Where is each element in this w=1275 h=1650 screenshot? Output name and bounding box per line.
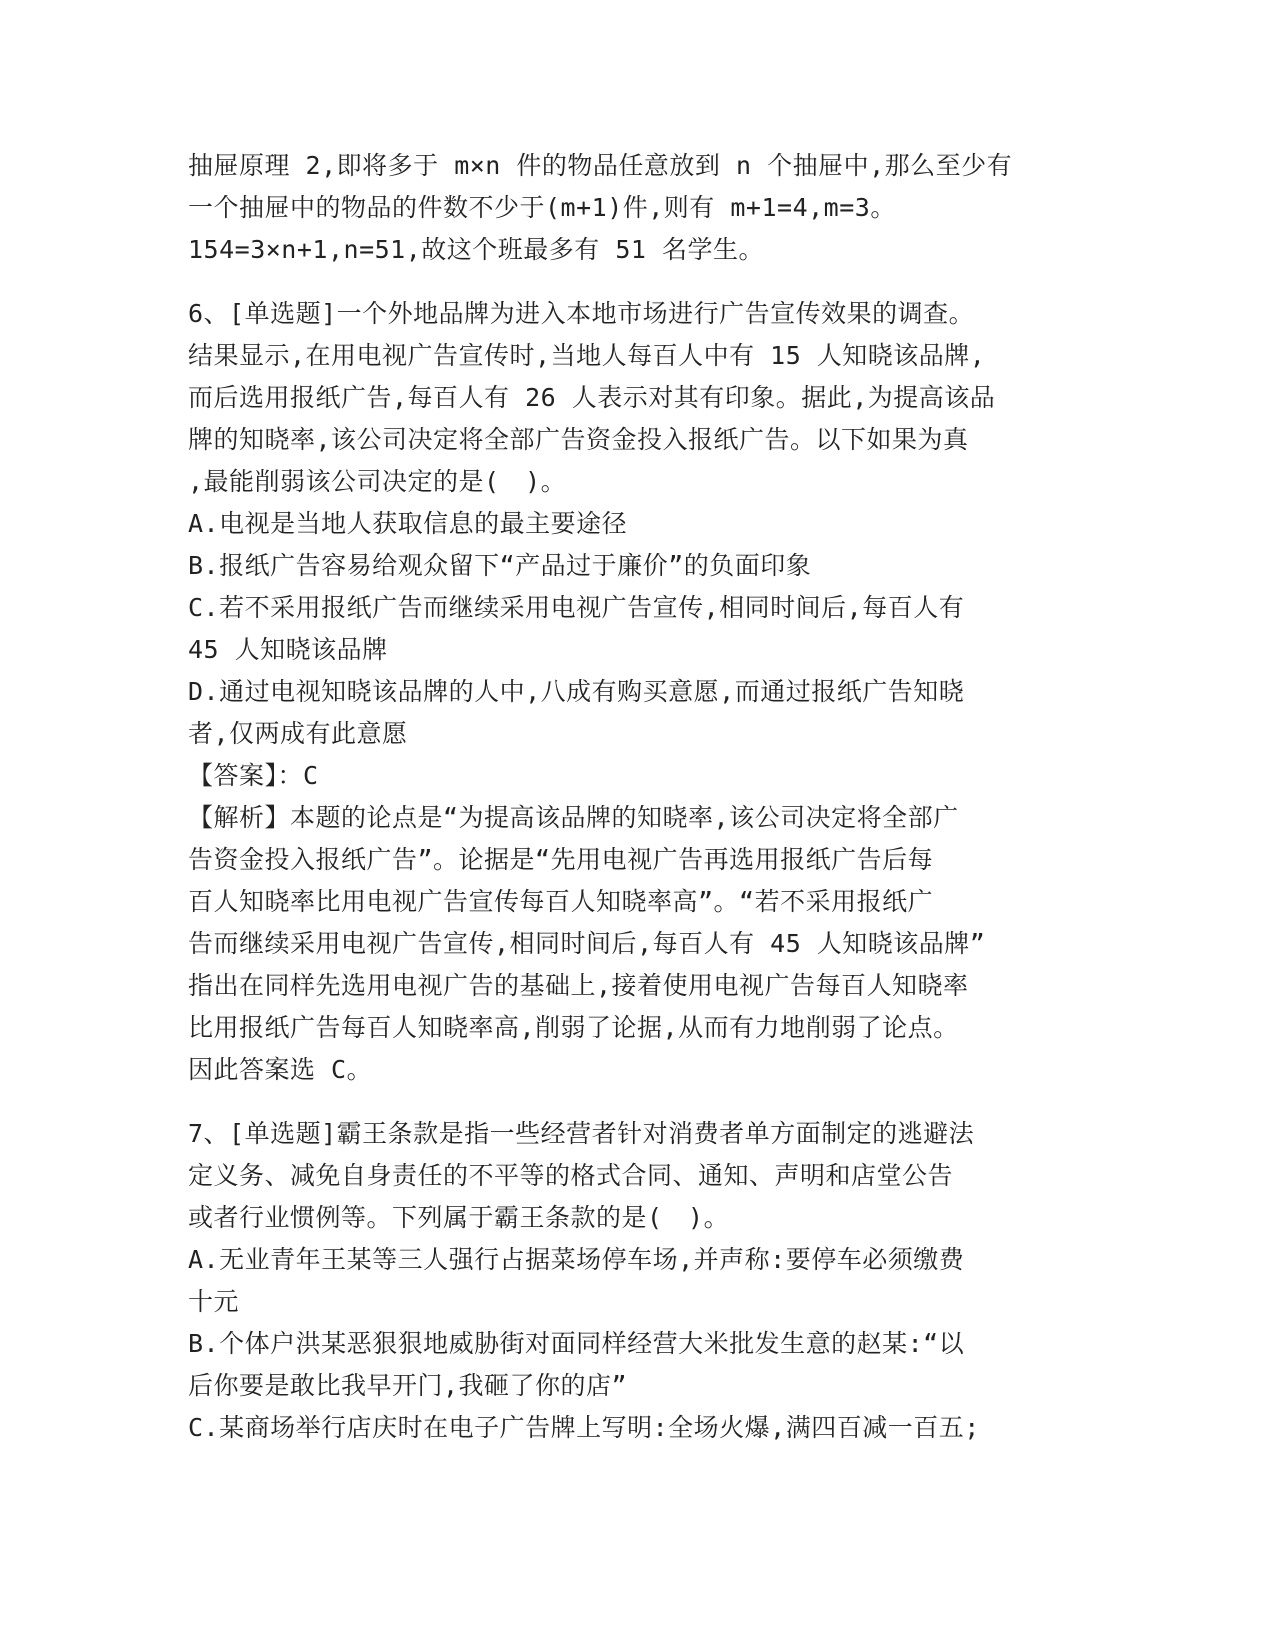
text-line: 或者行业惯例等。下列属于霸王条款的是( )。 <box>188 1203 730 1232</box>
text-line: 结果显示,在用电视广告宣传时,当地人每百人中有 15 人知晓该品牌, <box>188 341 986 370</box>
text-line: C.某商场举行店庆时在电子广告牌上写明:全场火爆,满四百减一百五; <box>188 1413 980 1442</box>
text-line: 6、[单选题]一个外地品牌为进入本地市场进行广告宣传效果的调查。 <box>188 299 975 328</box>
answer: 【答案】：C <box>188 761 319 790</box>
text-line: 定义务、减免自身责任的不平等的格式合同、通知、声明和店堂公告 <box>188 1161 954 1190</box>
text-line: 一个抽屉中的物品的件数不少于(m+1)件,则有 m+1=4,m=3。 <box>188 193 896 222</box>
option-b <box>188 1323 1088 1407</box>
text-line: 后你要是敢比我早开门,我砸了你的店” <box>188 1371 628 1400</box>
text-line: 而后选用报纸广告,每百人有 26 人表示对其有印象。据此,为提高该品 <box>188 383 996 412</box>
text-line: 7、[单选题]霸王条款是指一些经营者针对消费者单方面制定的逃避法 <box>188 1119 975 1148</box>
text-line: A.无业青年王某等三人强行占据菜场停车场,并声称:要停车必须缴费 <box>188 1245 965 1274</box>
text-line: B.个体户洪某恶狠狠地威胁街对面同样经营大米批发生意的赵某:“以 <box>188 1329 965 1358</box>
option-a <box>188 1239 1088 1323</box>
text-line: C.若不采用报纸广告而继续采用电视广告宣传,相同时间后,每百人有 <box>188 593 965 622</box>
option-c <box>188 587 1088 671</box>
option-a: A.电视是当地人获取信息的最主要途径 <box>188 509 628 538</box>
text-line: 告资金投入报纸广告”。论据是“先用电视广告再选用报纸广告后每 <box>188 845 934 874</box>
text-line: ,最能削弱该公司决定的是( )。 <box>188 467 567 496</box>
text-line: 45 人知晓该品牌 <box>188 635 388 664</box>
text-line: 指出在同样先选用电视广告的基础上,接着使用电视广告每百人知晓率 <box>188 971 969 1000</box>
text-line: 抽屉原理 2,即将多于 m×n 件的物品任意放到 n 个抽屉中,那么至少有 <box>188 151 1013 180</box>
question-7-stem <box>188 1113 1088 1239</box>
option-d <box>188 671 1088 755</box>
text-line: 者,仅两成有此意愿 <box>188 719 408 748</box>
previous-explanation <box>188 145 1088 271</box>
text-line: 比用报纸广告每百人知晓率高,削弱了论据,从而有力地削弱了论点。 <box>188 1013 959 1042</box>
text-line: 百人知晓率比用电视广告宣传每百人知晓率高”。“若不采用报纸广 <box>188 887 934 916</box>
option-b: B.报纸广告容易给观众留下“产品过于廉价”的负面印象 <box>188 551 812 580</box>
text-line: 十元 <box>188 1287 240 1316</box>
text-line: D.通过电视知晓该品牌的人中,八成有购买意愿,而通过报纸广告知晓 <box>188 677 965 706</box>
text-line: 告而继续采用电视广告宣传,相同时间后,每百人有 45 人知晓该品牌” <box>188 929 986 958</box>
question-7 <box>188 1113 1088 1449</box>
question-6-stem <box>188 293 1088 503</box>
option-c <box>188 1407 1088 1449</box>
analysis <box>188 797 1088 1091</box>
question-6 <box>188 293 1088 1091</box>
text-line: 【解析】本题的论点是“为提高该品牌的知晓率,该公司决定将全部广 <box>188 803 959 832</box>
text-line: 154=3×n+1,n=51,故这个班最多有 51 名学生。 <box>188 235 764 264</box>
text-line: 牌的知晓率,该公司决定将全部广告资金投入报纸广告。以下如果为真 <box>188 425 969 454</box>
text-line: 因此答案选 C。 <box>188 1055 373 1084</box>
page-content <box>188 145 1088 1449</box>
